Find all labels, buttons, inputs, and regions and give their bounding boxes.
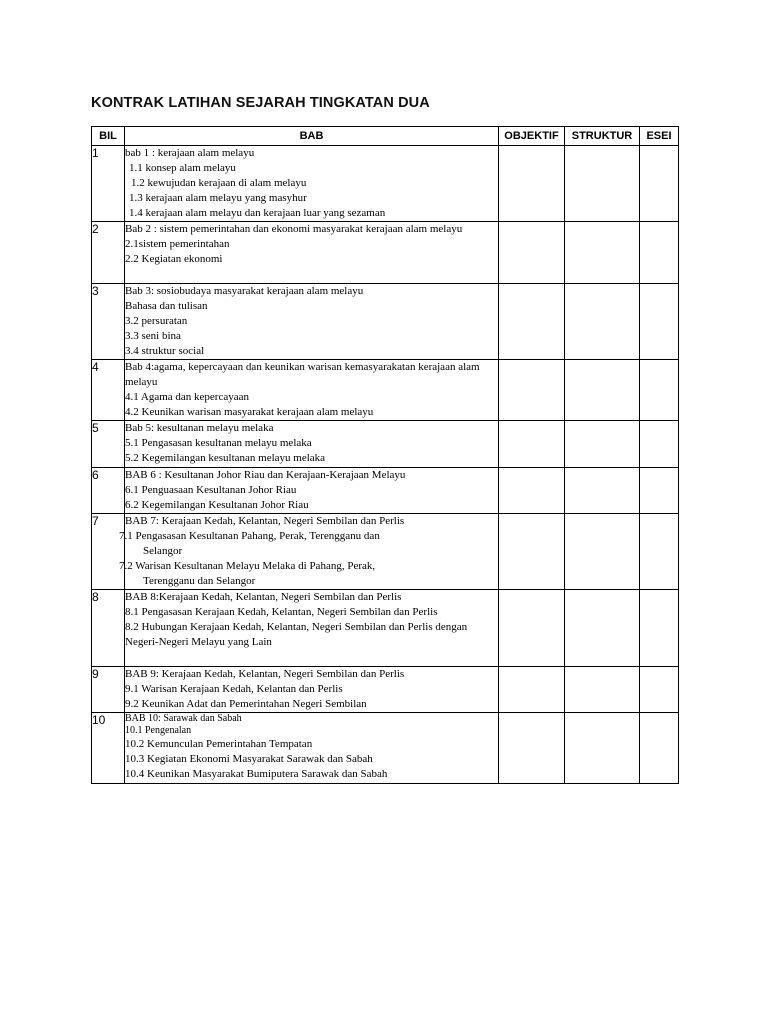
- header-bab: BAB: [125, 127, 499, 146]
- header-struktur: STRUKTUR: [565, 127, 640, 146]
- esei-cell[interactable]: [640, 360, 679, 421]
- chapter-title: Bab 4:agama, kepercayaan dan keunikan warisan kemasyarakatan kerajaan alam melayu: [125, 361, 480, 388]
- objektif-cell[interactable]: [499, 514, 565, 590]
- objektif-cell[interactable]: [499, 468, 565, 514]
- subtopic: 2.2 Kegiatan ekonomi: [125, 253, 223, 265]
- esei-cell[interactable]: [640, 667, 679, 713]
- subtopic: 4.2 Keunikan warisan masyarakat kerajaan alam melayu: [125, 406, 374, 418]
- subtopic-continuation: Terengganu dan Selangor: [143, 575, 256, 587]
- chapter-title: Bab 3: sosiobudaya masyarakat kerajaan alam melayu: [125, 285, 364, 297]
- header-objektif: OBJEKTIF: [499, 127, 565, 146]
- table-row: [92, 590, 679, 667]
- table-row: [92, 468, 679, 514]
- bab-cell: [125, 284, 499, 360]
- table-row: [92, 667, 679, 713]
- struktur-cell[interactable]: [565, 468, 640, 514]
- subtopic: 3.3 seni bina: [125, 330, 181, 342]
- table-row: [92, 360, 679, 421]
- objektif-cell[interactable]: [499, 421, 565, 468]
- esei-cell[interactable]: [640, 468, 679, 514]
- esei-cell[interactable]: [640, 421, 679, 468]
- bil-cell: 8: [92, 590, 125, 667]
- struktur-cell[interactable]: [565, 360, 640, 421]
- objektif-cell[interactable]: [499, 667, 565, 713]
- bab-cell: [119, 514, 499, 590]
- chapter-title: BAB 9: Kerajaan Kedah, Kelantan, Negeri Sembilan dan Perlis: [125, 668, 405, 680]
- chapter-title: BAB 8:Kerajaan Kedah, Kelantan, Negeri Sembilan dan Perlis: [125, 591, 402, 603]
- subtopic: 10.3 Kegiatan Ekonomi Masyarakat Sarawak dan Sabah: [125, 753, 373, 765]
- subtopic: 9.1 Warisan Kerajaan Kedah, Kelantan dan Perlis: [125, 683, 343, 695]
- bil-cell: 1: [92, 146, 125, 222]
- bil-cell: 7: [92, 514, 125, 590]
- subtopic: 1.1 konsep alam melayu: [129, 162, 236, 174]
- struktur-cell[interactable]: [565, 514, 640, 590]
- subtopic: 4.1 Agama dan kepercayaan: [125, 391, 249, 403]
- subtopic: 5.2 Kegemilangan kesultanan melayu melaka: [125, 452, 326, 464]
- subtopic: 6.1 Penguasaan Kesultanan Johor Riau: [125, 484, 297, 496]
- table-row: [92, 146, 679, 222]
- struktur-cell[interactable]: [565, 146, 640, 222]
- esei-cell[interactable]: [640, 713, 679, 784]
- subtopic: 3.2 persuratan: [125, 315, 188, 327]
- bab-cell: [125, 146, 499, 222]
- chapter-title: BAB 7: Kerajaan Kedah, Kelantan, Negeri Sembilan dan Perlis: [125, 515, 405, 527]
- subtopic: 7.1 Pengasasan Kesultanan Pahang, Perak, Terengganu dan: [119, 530, 380, 542]
- chapter-title: BAB 10: Sarawak dan Sabah: [125, 713, 242, 724]
- bab-cell: [125, 667, 499, 713]
- bil-cell: 6: [92, 468, 125, 514]
- objektif-cell[interactable]: [499, 590, 565, 667]
- subtopic: 9.2 Keunikan Adat dan Pemerintahan Negeri Sembilan: [125, 698, 367, 710]
- objektif-cell[interactable]: [499, 284, 565, 360]
- bab-cell: [125, 468, 499, 514]
- struktur-cell[interactable]: [565, 590, 640, 667]
- struktur-cell[interactable]: [565, 421, 640, 468]
- chapter-title: Bab 2 : sistem pemerintahan dan ekonomi masyarakat kerajaan alam melayu: [125, 223, 463, 235]
- chapter-title: Bab 5: kesultanan melayu melaka: [125, 422, 274, 434]
- subtopic: 6.2 Kegemilangan Kesultanan Johor Riau: [125, 499, 309, 511]
- subtopic: 1.2 kewujudan kerajaan di alam melayu: [131, 177, 307, 189]
- bab-cell: [125, 590, 499, 667]
- subtopic: 10.2 Kemunculan Pemerintahan Tempatan: [125, 738, 313, 750]
- struktur-cell[interactable]: [565, 713, 640, 784]
- table-header-row: [92, 127, 679, 146]
- subtopic: 1.3 kerajaan alam melayu yang masyhur: [129, 192, 307, 204]
- esei-cell[interactable]: [640, 284, 679, 360]
- struktur-cell[interactable]: [565, 222, 640, 284]
- subtopic: 8.1 Pengasasan Kerajaan Kedah, Kelantan, Negeri Sembilan dan Perlis: [125, 606, 438, 618]
- subtopic: 7.2 Warisan Kesultanan Melayu Melaka di Pahang, Perak,: [119, 560, 376, 572]
- bil-cell: 3: [92, 284, 125, 360]
- subtopic: 5.1 Pengasasan kesultanan melayu melaka: [125, 437, 312, 449]
- table-row: [92, 514, 679, 590]
- contract-table: [91, 126, 679, 784]
- objektif-cell[interactable]: [499, 360, 565, 421]
- bab-cell: [125, 222, 499, 284]
- objektif-cell[interactable]: [499, 713, 565, 784]
- bab-cell: [125, 713, 499, 784]
- bil-cell: 9: [92, 667, 125, 713]
- bil-cell: 2: [92, 222, 125, 284]
- esei-cell[interactable]: [640, 146, 679, 222]
- bil-cell: 10: [92, 713, 125, 784]
- subtopic-continuation: Selangor: [143, 545, 183, 557]
- table-row: [92, 222, 679, 284]
- header-bil: BIL: [92, 127, 125, 146]
- esei-cell[interactable]: [640, 590, 679, 667]
- subtopic: Bahasa dan tulisan: [125, 300, 208, 312]
- subtopic: 3.4 struktur social: [125, 345, 205, 357]
- chapter-title: BAB 6 : Kesultanan Johor Riau dan Kerajaan-Kerajaan Melayu: [125, 469, 406, 481]
- table-row: [92, 284, 679, 360]
- struktur-cell[interactable]: [565, 667, 640, 713]
- struktur-cell[interactable]: [565, 284, 640, 360]
- esei-cell[interactable]: [640, 222, 679, 284]
- subtopic: 10.4 Keunikan Masyarakat Bumiputera Sarawak dan Sabah: [125, 768, 388, 780]
- bil-cell: 5: [92, 421, 125, 468]
- table-row: [92, 713, 679, 784]
- table-row: [92, 421, 679, 468]
- subtopic: 2.1sistem pemerintahan: [125, 238, 230, 250]
- header-esei: ESEI: [640, 127, 679, 146]
- esei-cell[interactable]: [640, 514, 679, 590]
- subtopic: 8.2 Hubungan Kerajaan Kedah, Kelantan, Negeri Sembilan dan Perlis dengan Negeri-Negeri Melayu yang Lain: [125, 621, 468, 648]
- subtopic: 10.1 Pengenalan: [125, 725, 192, 736]
- chapter-title: bab 1 : kerajaan alam melayu: [125, 147, 255, 159]
- bab-cell: [125, 421, 499, 468]
- bab-cell: [125, 360, 499, 421]
- page-title: KONTRAK LATIHAN SEJARAH TINGKATAN DUA: [91, 95, 430, 111]
- subtopic: 1.4 kerajaan alam melayu dan kerajaan luar yang sezaman: [129, 207, 386, 219]
- bil-cell: 4: [92, 360, 125, 421]
- objektif-cell[interactable]: [499, 222, 565, 284]
- objektif-cell[interactable]: [499, 146, 565, 222]
